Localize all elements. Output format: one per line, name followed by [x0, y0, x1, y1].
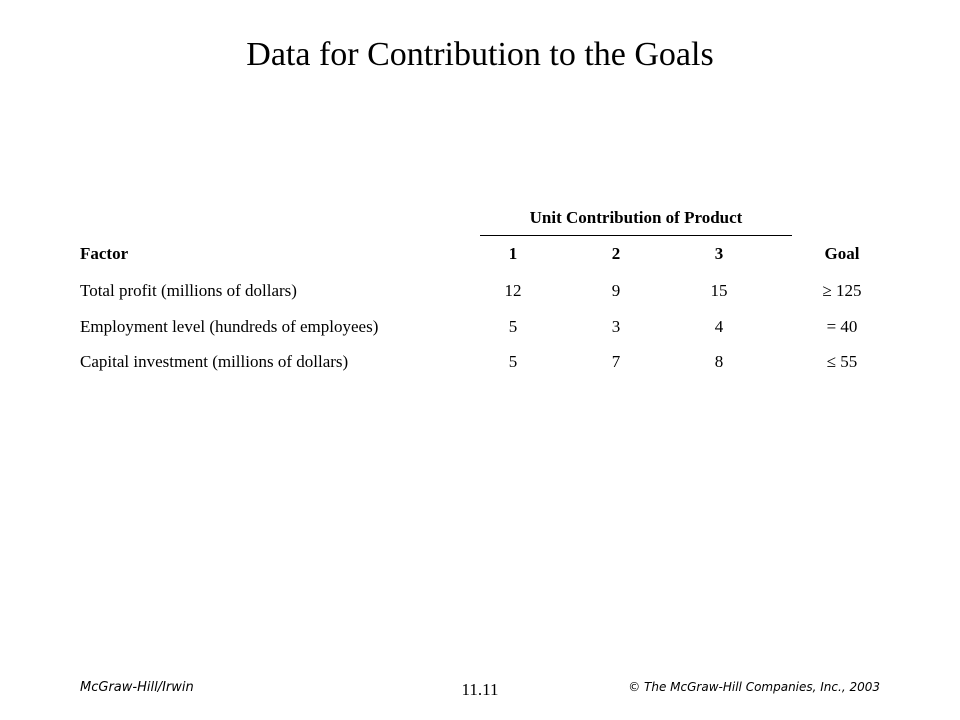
table-cell-product-3: 4	[714, 317, 724, 336]
group-header-unit-contribution: Unit Contribution of Product	[529, 208, 743, 227]
goal-contribution-table	[80, 200, 880, 390]
column-header-product-2: 2	[611, 244, 621, 263]
column-header-factor: Factor	[80, 244, 129, 263]
footer-slide-number: 11.11	[461, 680, 499, 699]
column-header-product-1: 1	[508, 244, 518, 263]
table-cell-product-1: 12	[504, 281, 522, 300]
table-cell-product-2: 3	[611, 317, 621, 336]
table-cell-product-3: 8	[714, 352, 724, 371]
slide-title: Data for Contribution to the Goals	[246, 36, 714, 73]
footer-copyright: © The McGraw-Hill Companies, Inc., 2003	[628, 680, 880, 694]
table-cell-product-3: 15	[710, 281, 728, 300]
table-row-factor: Capital investment (millions of dollars)	[80, 352, 349, 371]
column-header-goal: Goal	[824, 244, 860, 263]
group-header-rule	[480, 235, 792, 236]
table-cell-goal: = 40	[826, 317, 858, 336]
table-row-factor: Employment level (hundreds of employees)	[80, 317, 379, 336]
table-cell-product-2: 9	[611, 281, 621, 300]
table-cell-product-1: 5	[508, 317, 518, 336]
column-header-product-3: 3	[714, 244, 724, 263]
table-cell-product-1: 5	[508, 352, 518, 371]
table-cell-product-2: 7	[611, 352, 621, 371]
footer-publisher: McGraw-Hill/Irwin	[80, 680, 194, 695]
table-row-factor: Total profit (millions of dollars)	[80, 281, 297, 300]
table-cell-goal: ≥ 125	[822, 281, 862, 300]
table-cell-goal: ≤ 55	[826, 352, 858, 371]
